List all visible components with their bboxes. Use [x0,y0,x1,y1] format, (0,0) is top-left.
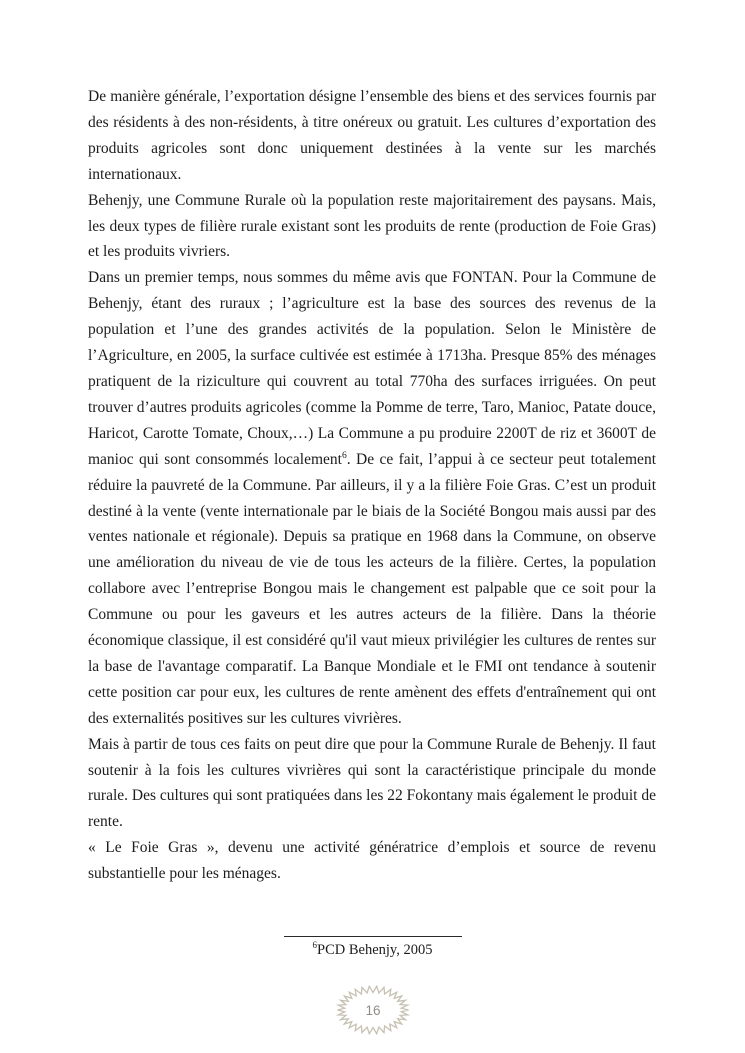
footnote-label: PCD Behenjy, 2005 [317,942,433,958]
page-number-seal [336,985,410,1035]
footnote-marker: 6 [312,940,318,951]
body-text [88,84,656,887]
paragraph-2: Behenjy, une Commune Rurale où la population reste majoritairement des paysans. Mais, les deux types de filière rurale existant sont les produits de rente (production de Foie Gras) et les produits vivriers. [88,191,656,261]
paragraph-5: « Le Foie Gras », devenu une activité génératrice d’emplois et source de revenu substantielle pour les ménages. [88,839,656,883]
page-number: 16 [365,1002,381,1018]
footnote-area [0,936,745,959]
footnote-separator-rule [284,936,462,937]
footnote-reference-6: 6 [341,449,347,461]
paragraph-3 [88,265,656,731]
footnote-text [0,942,745,959]
paragraph-3-text-b: . De ce fait, l’appui à ce secteur peut totalement réduire la pauvreté de la Commune. Par ailleurs, il y a la filière Foie Gras. C’est un produit destiné à la vente (vente internationale par le biais de la Société Bongou mais aussi par des ventes nationale et régionale). Depuis sa pratique en 1968 dans la Commune, on observe une amélioration du niveau de vie de tous les acteurs de la filière. Certes, la population collabore avec l’entreprise Bongou mais le changement est palpable que ce soit pour la Commune ou pour les gaveurs et les autres acteurs de la filière. Dans la théorie économique classique, il est considéré qu'il vaut mieux privilégier les cultures de rentes sur la base de l'avantage comparatif. La Banque Mondiale et le FMI ont tendance à soutenir cette position car pour eux, les cultures de rente amènent des effets d'entraînement qui ont des externalités positives sur les cultures vivrières. [88,450,656,727]
paragraph-3-text-a: Dans un premier temps, nous sommes du même avis que FONTAN. Pour la Commune de Behenjy, étant des ruraux ; l’agriculture est la base des sources des revenus de la population et l’une des grandes activités de la population. Selon le Ministère de l’Agriculture, en 2005, la surface cultivée est estimée à 1713ha. Presque 85% des ménages pratiquent de la riziculture qui couvrent au total 770ha des surfaces irriguées. On peut trouver d’autres produits agricoles (comme la Pomme de terre, Taro, Manioc, Patate douce, Haricot, Carotte Tomate, Choux,…) La Commune a pu produire 2200T de riz et 3600T de manioc qui sont consommés localement [88,269,656,468]
paragraph-1: De manière générale, l’exportation désigne l’ensemble des biens et des services fournis par des résidents à des non-résidents, à titre onéreux ou gratuit. Les cultures d’exportation des produits agricoles sont donc uniquement destinées à la vente sur les marchés internationaux. [88,88,656,183]
paragraph-4: Mais à partir de tous ces faits on peut dire que pour la Commune Rurale de Behenjy. Il faut soutenir à la fois les cultures vivrières qui sont la caractéristique principale du monde rurale. Des cultures qui sont pratiquées dans les 22 Fokontany mais également le produit de rente. [88,735,656,831]
